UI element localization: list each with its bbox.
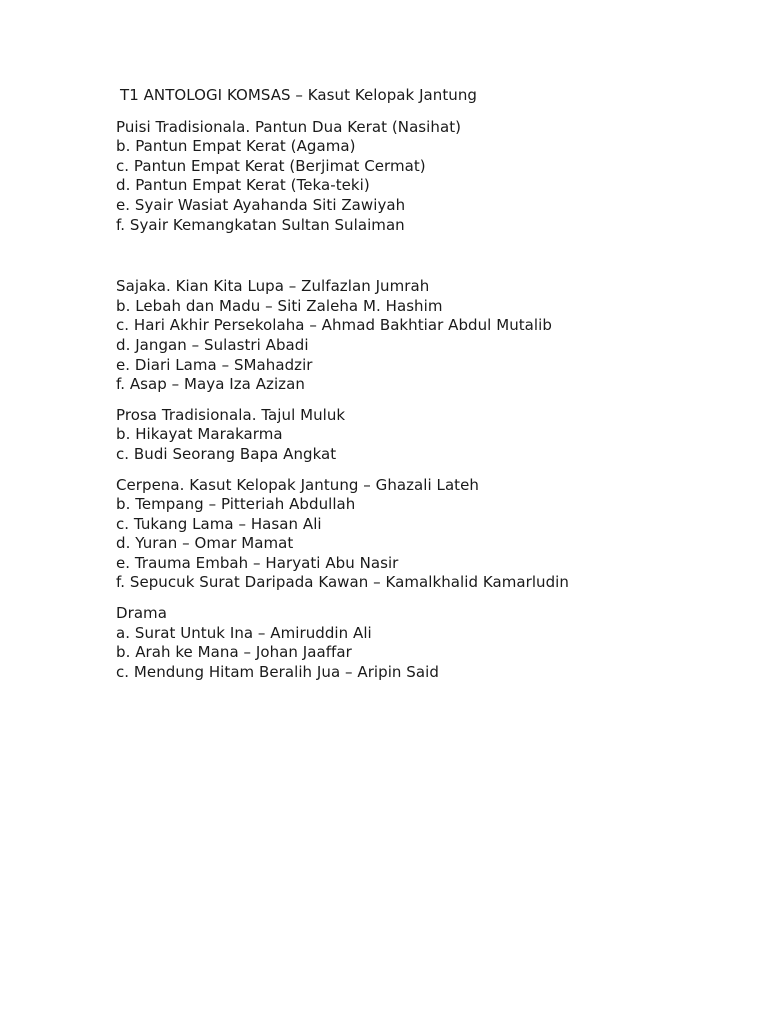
section-sajak — [116, 277, 736, 395]
section-heading-line: Cerpena. Kasut Kelopak Jantung – Ghazali Lateh — [116, 475, 479, 494]
section-prosa-tradisional — [116, 406, 736, 465]
list-item: b. Pantun Empat Kerat (Agama) — [116, 137, 356, 156]
section-heading-line: Puisi Tradisionala. Pantun Dua Kerat (Nasihat) — [116, 117, 462, 136]
list-item: f. Asap – Maya Iza Azizan — [116, 375, 305, 394]
section-puisi-tradisional — [116, 118, 736, 236]
list-item: e. Syair Wasiat Ayahanda Siti Zawiyah — [116, 195, 406, 214]
list-item: c. Tukang Lama – Hasan Ali — [116, 514, 322, 533]
list-item: b. Arah ke Mana – Johan Jaaffar — [116, 643, 352, 662]
list-item: c. Budi Seorang Bapa Angkat — [116, 444, 337, 463]
list-item: c. Pantun Empat Kerat (Berjimat Cermat) — [116, 156, 426, 175]
document-title: T1 ANTOLOGI KOMSAS – Kasut Kelopak Jantung — [120, 86, 477, 104]
list-item: a. Surat Untuk Ina – Amiruddin Ali — [116, 623, 372, 642]
list-item: e. Trauma Embah – Haryati Abu Nasir — [116, 553, 399, 572]
list-item: d. Pantun Empat Kerat (Teka-teki) — [116, 176, 370, 195]
list-item: e. Diari Lama – SMahadzir — [116, 355, 313, 374]
list-item: c. Mendung Hitam Beralih Jua – Aripin Said — [116, 662, 439, 681]
list-item: b. Lebah dan Madu – Siti Zaleha M. Hashim — [116, 296, 443, 315]
list-item: f. Sepucuk Surat Daripada Kawan – Kamalkhalid Kamarludin — [116, 573, 569, 592]
section-drama — [116, 604, 736, 682]
section-cerpen — [116, 476, 736, 594]
list-item: b. Hikayat Marakarma — [116, 425, 283, 444]
list-item: b. Tempang – Pitteriah Abdullah — [116, 495, 356, 514]
section-heading-line: Drama — [116, 604, 167, 623]
document-content — [116, 86, 736, 682]
list-item: c. Hari Akhir Persekolaha – Ahmad Bakhtiar Abdul Mutalib — [116, 316, 552, 335]
list-item: d. Jangan – Sulastri Abadi — [116, 335, 309, 354]
section-heading-line: Sajaka. Kian Kita Lupa – Zulfazlan Jumrah — [116, 277, 430, 296]
list-item: d. Yuran – Omar Mamat — [116, 534, 294, 553]
list-item: f. Syair Kemangkatan Sultan Sulaiman — [116, 215, 405, 234]
section-heading-line: Prosa Tradisionala. Tajul Muluk — [116, 405, 346, 424]
